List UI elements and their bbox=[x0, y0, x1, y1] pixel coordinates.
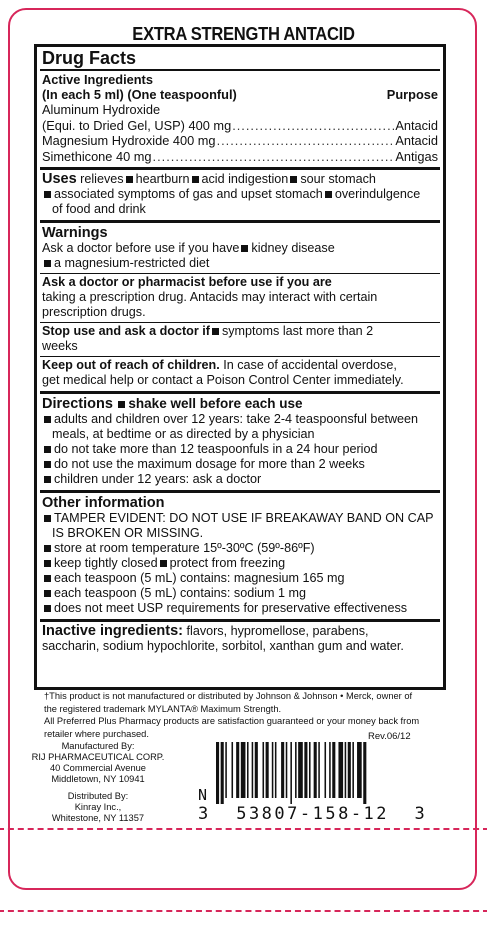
barcode-bar bbox=[247, 742, 249, 798]
directions-section: Directions shake well before each use adults and children over 12 years: take 2-4 teaspoonsful between meals, at bedtime or as directed by a physician do not take more than 12 teaspoonfuls in a 24 hour period do not use the maximum dosage for more than 2 weeks children under 12 years: ask a doctor bbox=[42, 396, 419, 486]
inactive-ingredients-title: Inactive ingredients: bbox=[42, 623, 184, 639]
bullet-icon bbox=[44, 260, 51, 267]
bullet-icon bbox=[118, 401, 125, 408]
barcode-bar bbox=[309, 742, 311, 798]
warnings-title: Warnings bbox=[42, 225, 108, 241]
other-information-title: Other information bbox=[42, 495, 165, 511]
bullet-icon bbox=[192, 176, 199, 183]
bullet-icon bbox=[44, 560, 51, 567]
purpose-header: Purpose bbox=[386, 86, 438, 102]
stop-use-lead: Stop use and ask a doctor if bbox=[42, 324, 210, 338]
bullet-icon bbox=[44, 446, 51, 453]
barcode-bar bbox=[329, 742, 331, 798]
drug-facts-heading: Drug Facts bbox=[42, 48, 137, 68]
bullet-icon bbox=[126, 176, 133, 183]
bullet-icon bbox=[44, 515, 51, 522]
barcode-bar bbox=[304, 742, 307, 798]
active-ingredients-section bbox=[42, 71, 438, 167]
bullet-icon bbox=[44, 590, 51, 597]
manufacturer-block: Manufactured By: RIJ PHARMACEUTICAL CORP. 40 Commercial Avenue Middletown, NY 10941 bbox=[31, 741, 165, 784]
barcode-bar bbox=[348, 742, 351, 798]
bullet-icon bbox=[44, 575, 51, 582]
barcode-bar bbox=[363, 742, 366, 804]
barcode-bar bbox=[236, 742, 239, 798]
barcode-prefix: N bbox=[198, 786, 208, 804]
barcode-bars bbox=[210, 742, 446, 804]
barcode-bar bbox=[272, 742, 274, 798]
bullet-icon bbox=[212, 328, 219, 335]
barcode-bar bbox=[357, 742, 362, 798]
bullet-icon bbox=[44, 191, 51, 198]
barcode-number: 3 53807-158-12 3 bbox=[198, 804, 428, 824]
barcode-bar bbox=[345, 742, 347, 798]
bullet-icon bbox=[44, 545, 51, 552]
bullet-icon bbox=[44, 416, 51, 423]
barcode-bar bbox=[318, 742, 320, 798]
other-information-section: Other information TAMPER EVIDENT: DO NOT USE IF BREAKAWAY BAND ON CAP IS BROKEN OR MISSING. store at room temperature 15º-30ºC (59º-86ºF) keep tightly closed protect from freezing each teaspoon (5 mL) contains: magnesium 165 mg each teaspoon (5 mL) contains: sodium 1 mg does not meet USP requirements for preservative effectiveness bbox=[42, 493, 438, 619]
barcode-bar bbox=[314, 742, 317, 798]
active-ingredients-title: Active Ingredients bbox=[42, 72, 153, 87]
bullet-icon bbox=[44, 605, 51, 612]
barcode-bar bbox=[241, 742, 246, 798]
barcode-bar bbox=[252, 742, 254, 798]
product-title: EXTRA STRENGTH ANTACID bbox=[132, 24, 355, 44]
warnings-section: Warnings Ask a doctor before use if you have kidney disease a magnesium-restricted diet Ask a doctor or pharmacist before use if you are taking a prescription drug. Antacids may interact with certain prescription drugs. Stop use and ask a doctor if symptoms last more than 2 weeks Keep out of reach of children. In case of accidental overdose, get medical help or contact a Poison Control Center immediately. bbox=[42, 223, 438, 391]
directions-title: Directions bbox=[42, 396, 113, 412]
drug-facts-panel bbox=[34, 44, 446, 690]
distributor-block: Distributed By: Kinray Inc., Whitestone, NY 11357 bbox=[51, 791, 145, 823]
footnote: †This product is not manufactured or distributed by Johnson & Johnson • Merck, owner of the registered trademark MYLANTA® Maximum Strength. All Preferred Plus Pharmacy products are satisfaction guaranteed or your money back from retailer where purchased. bbox=[44, 691, 420, 739]
uses-section: Uses relieves heartburn acid indigestion sour stomach associated symptoms of gas and upset stomach overindulgence of food and drink bbox=[42, 171, 421, 216]
bullet-icon bbox=[290, 176, 297, 183]
barcode-bar bbox=[255, 742, 258, 798]
bullet-icon bbox=[44, 476, 51, 483]
ingredient-name: Aluminum Hydroxide bbox=[42, 102, 161, 117]
uses-title: Uses bbox=[42, 171, 77, 187]
barcode-bar bbox=[216, 742, 219, 804]
barcode-bar bbox=[290, 742, 292, 804]
barcode-bar bbox=[352, 742, 354, 798]
barcode-bar bbox=[286, 742, 288, 798]
revision-date: Rev.06/12 bbox=[368, 731, 411, 742]
barcode-bar bbox=[266, 742, 269, 798]
keep-out-lead: Keep out of reach of children. bbox=[42, 358, 220, 372]
bullet-icon bbox=[241, 245, 248, 252]
barcode-bar bbox=[298, 742, 303, 798]
ingredient-row: (Equi. to Dried Gel, USP) 400 mg ..... Antacid bbox=[42, 118, 438, 134]
barcode-bar bbox=[232, 742, 234, 798]
bullet-icon bbox=[160, 560, 167, 567]
barcode-bar bbox=[338, 742, 343, 798]
barcode-bar bbox=[332, 742, 335, 798]
barcode-bar bbox=[275, 742, 277, 798]
barcode-bar bbox=[295, 742, 297, 798]
ingredient-row: Simethicone 40 mg ..... Antigas bbox=[42, 149, 438, 165]
barcode-bar bbox=[281, 742, 284, 798]
active-ingredients-subtitle: (In each 5 ml) (One teaspoonful) bbox=[42, 86, 237, 102]
bullet-icon bbox=[325, 191, 332, 198]
ingredient-row: Magnesium Hydroxide 400 mg ..... Antacid bbox=[42, 133, 438, 149]
tear-line bbox=[0, 828, 487, 912]
barcode-bar bbox=[225, 742, 227, 798]
inactive-ingredients-section: Inactive ingredients: flavors, hypromellose, parabens, saccharin, sodium hypochlorite, sorbitol, xanthan gum and water. bbox=[42, 623, 404, 653]
pharmacist-warning-lead: Ask a doctor or pharmacist before use if you are bbox=[42, 275, 332, 289]
barcode-bar bbox=[263, 742, 265, 798]
barcode-bar bbox=[221, 742, 224, 804]
bullet-icon bbox=[44, 461, 51, 468]
barcode-bar bbox=[325, 742, 327, 798]
upc-barcode bbox=[196, 742, 456, 834]
